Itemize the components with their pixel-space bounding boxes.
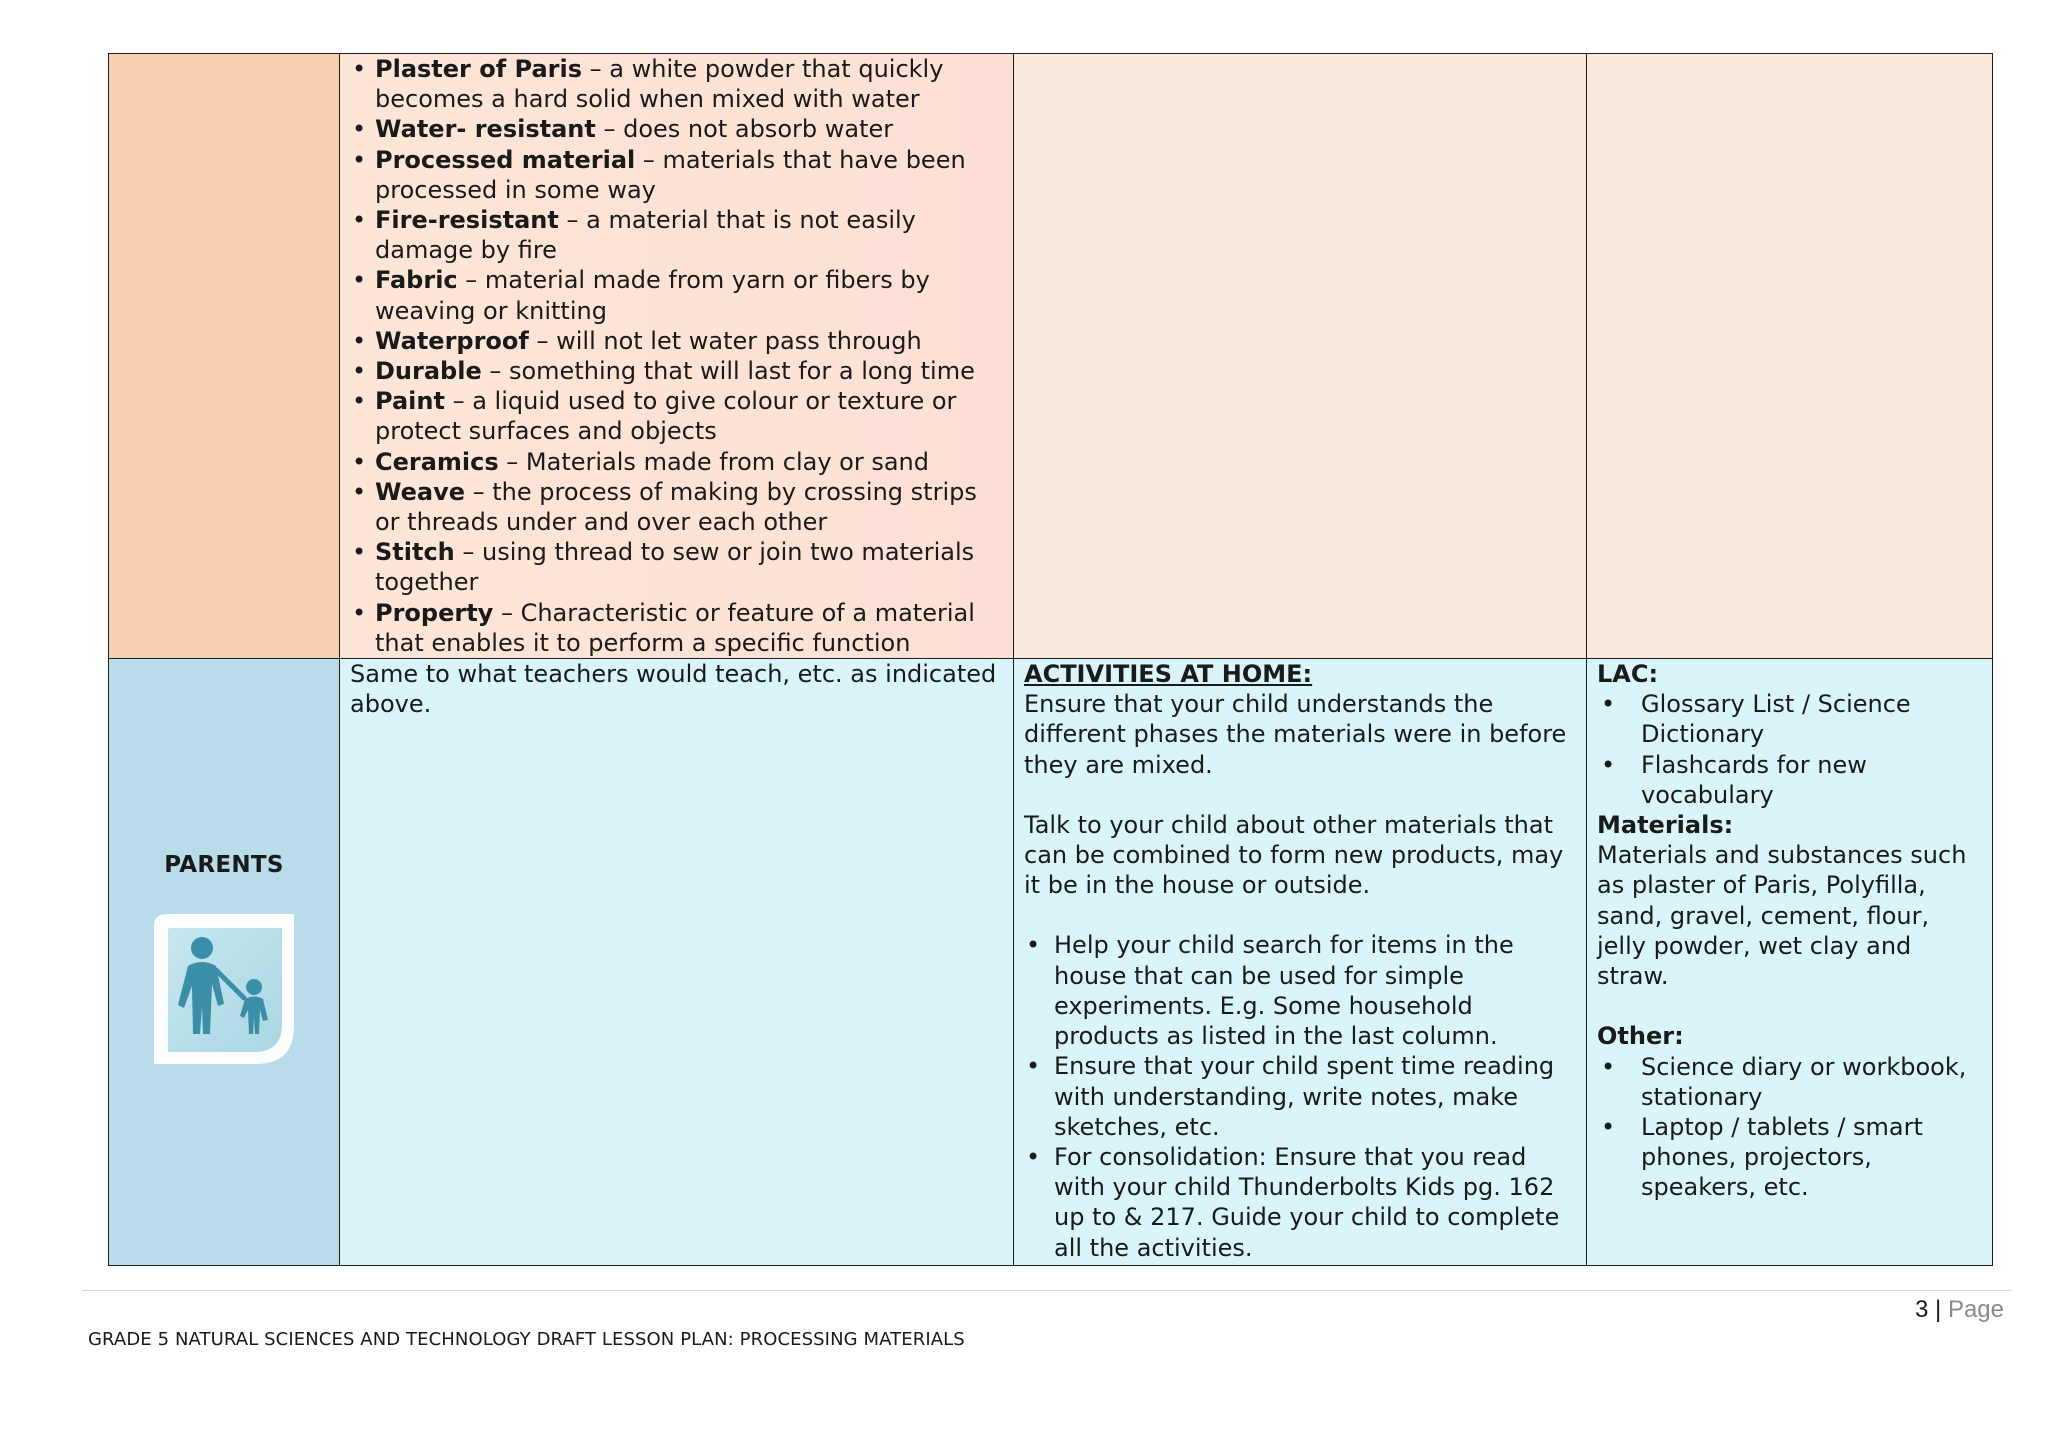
parents-teach-cell [340,659,1014,1266]
footer-divider [82,1290,2012,1291]
parents-teach-text: Same to what teachers would teach, etc. as indicated above. [350,660,997,719]
lac-item: • Flashcards for new vocabulary [1597,750,1982,810]
footer-title: GRADE 5 NATURAL SCIENCES AND TECHNOLOGY DRAFT LESSON PLAN: PROCESSING MATERIALS [88,1329,965,1350]
page-number [1915,1296,2004,1324]
other-heading: Other: [1597,1022,1684,1051]
activity-bullet: • For consolidation: Ensure that you read with your child Thunderbolts Kids pg. 162 up to & 217. Guide your child to complete all the activities. [1024,1142,1576,1263]
activity-bullet: • Ensure that your child spent time reading with understanding, write notes, make sketches, etc. [1024,1051,1576,1142]
other-item: • Laptop / tablets / smart phones, projectors, speakers, etc. [1597,1112,1982,1203]
other-list [1597,1052,1982,1203]
activities-heading: ACTIVITIES AT HOME: [1024,660,1313,689]
glossary-list [350,54,1003,658]
glossary-item: • Fire-resistant – a material that is not easily damage by fire [350,205,1003,265]
spacer [1024,780,1576,810]
lac-list [1597,689,1982,810]
resources-cell [1587,659,1993,1266]
parents-label-cell [109,659,340,1266]
activities-at-home-cell [1014,659,1587,1266]
activities-bullet-list [1024,930,1576,1262]
page-word: Page [1947,1296,2004,1323]
glossary-item: • Fabric – material made from yarn or fibers by weaving or knitting [350,265,1003,325]
materials-text: Materials and substances such as plaster of Paris, Polyfilla, sand, gravel, cement, flour, jelly powder, wet clay and straw. [1597,841,1967,991]
parents-row [109,659,1993,1266]
lac-item: • Glossary List / Science Dictionary [1597,689,1982,749]
spacer [1597,991,1982,1021]
materials-heading: Materials: [1597,811,1734,840]
teachers-continued-row [109,54,1993,659]
activity-bullet: • Help your child search for items in the house that can be used for simple experiments. E.g. Some household products as listed in the last column. [1024,930,1576,1051]
glossary-item: • Processed material – materials that have been processed in some way [350,145,1003,205]
glossary-item: • Weave – the process of making by crossing strips or threads under and over each other [350,477,1003,537]
spacer [1024,900,1576,930]
empty-activities-cell [1014,54,1587,659]
glossary-item: • Ceramics – Materials made from clay or sand [350,447,1003,477]
other-item: • Science diary or workbook, stationary [1597,1052,1982,1112]
parent-and-child-icon [144,906,304,1078]
row-label-cell [109,54,340,659]
lac-heading: LAC: [1597,660,1659,689]
glossary-item: • Property – Characteristic or feature of a material that enables it to perform a specific function [350,598,1003,658]
glossary-item: • Paint – a liquid used to give colour or texture or protect surfaces and objects [350,386,1003,446]
glossary-item: • Stitch – using thread to sew or join two materials together [350,537,1003,597]
parent-and-child-icon-graphic [144,906,304,1071]
parents-label: PARENTS [164,852,284,879]
empty-resources-cell [1587,54,1993,659]
activities-paragraph-1: Ensure that your child understands the different phases the materials were in before they are mixed. [1024,690,1567,779]
glossary-item: • Plaster of Paris – a white powder that quickly becomes a hard solid when mixed with water [350,54,1003,114]
page-number-value: 3 [1915,1296,1929,1323]
activities-paragraph-2: Talk to your child about other materials that can be combined to form new products, may it be in the house or outside. [1024,810,1564,900]
lesson-plan-table [108,53,1993,1266]
glossary-item: • Durable – something that will last for a long time [350,356,1003,386]
page-separator: | [1935,1296,1942,1323]
glossary-cell [340,54,1014,659]
glossary-item: • Water- resistant – does not absorb water [350,114,1003,144]
glossary-item: • Waterproof – will not let water pass through [350,326,1003,356]
